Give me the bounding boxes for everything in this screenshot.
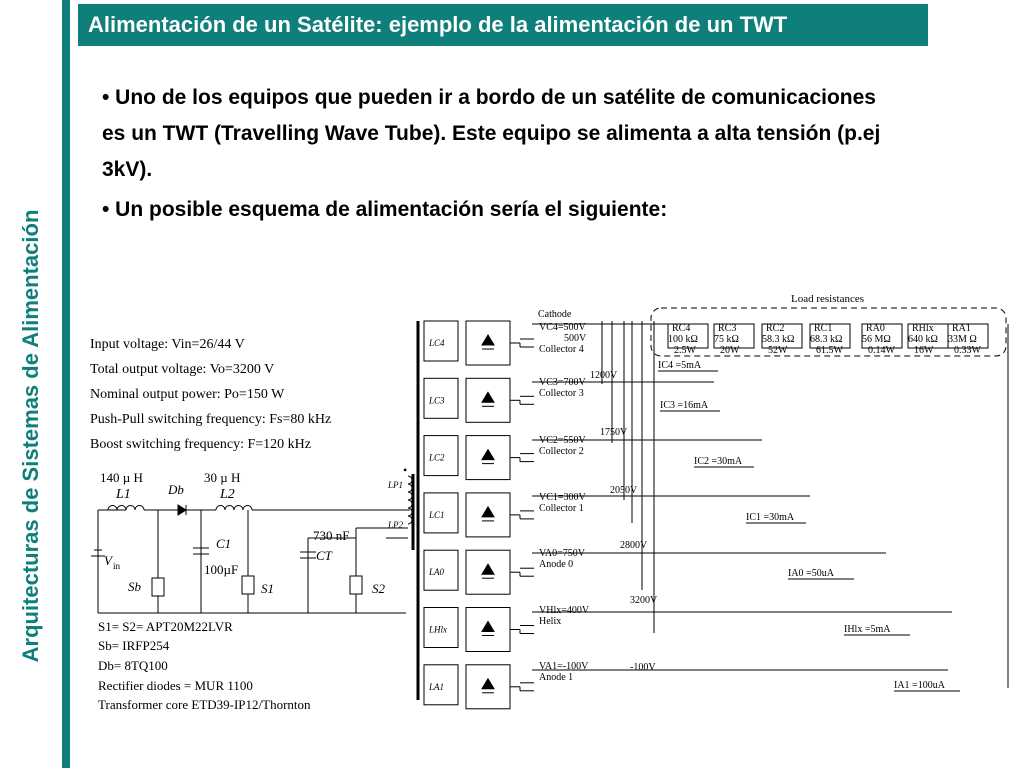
s1-label: S1 (261, 581, 274, 596)
inductor-l1-coil (126, 506, 135, 511)
transformer-primary-coil (408, 516, 412, 524)
electrode-voltage: VA1=-100V (539, 661, 589, 672)
inductor-l2-coil (225, 506, 234, 511)
l1-label: L1 (116, 487, 131, 502)
load-name: RC1 (814, 323, 833, 334)
vin-label: V (104, 553, 112, 568)
db-label: Db (168, 482, 184, 497)
secondary-label: LC1 (429, 509, 445, 520)
secondary-label: LA0 (429, 567, 445, 578)
secondary-label: LHlx (429, 624, 447, 635)
electrode-current: IC2 =30mA (694, 456, 743, 467)
electrode-name: Collector 1 (539, 503, 584, 514)
load-power: 0.33W (954, 345, 981, 356)
switch-sb (152, 578, 164, 596)
electrode-current: IC1 =30mA (746, 512, 795, 523)
part-line: Rectifier diodes = MUR 1100 (98, 678, 253, 693)
load-resistance: 68.3 kΩ (810, 334, 843, 345)
load-name: RC4 (672, 323, 691, 334)
l2-value: 30 µ H (204, 470, 241, 485)
load-name: RA0 (866, 323, 885, 334)
load-power: 16W (914, 345, 934, 356)
transformer-primary-coil (408, 484, 412, 492)
part-line: Db= 8TQ100 (98, 658, 168, 673)
polarity-dot: • (403, 463, 408, 477)
part-line: Transformer core ETD39-IP12/Thornton (98, 697, 311, 712)
l2-label: L2 (220, 487, 235, 502)
load-power: 2.5W (674, 345, 696, 356)
diode-db (178, 505, 186, 515)
sidebar (0, 0, 62, 768)
transformer-primary-coil (408, 500, 412, 508)
inductor-l2-coil (243, 506, 252, 511)
lp1-label: LP1 (388, 480, 404, 490)
twt-power-supply-schematic (86, 288, 1020, 722)
part-line: Sb= IRFP254 (98, 638, 170, 653)
electrode-name: Anode 1 (539, 672, 574, 683)
electrode-voltage: VA0=750V (539, 548, 586, 559)
transformer-primary-coil (408, 492, 412, 500)
sidebar-title: Arquitecturas de Sistemas de Alimentación (18, 209, 43, 663)
part-line: S1= S2= APT20M22LVR (98, 619, 233, 634)
slide-title: Alimentación de un Satélite: ejemplo de la alimentación de un TWT (78, 4, 928, 46)
load-resistance: 100 kΩ (668, 334, 698, 345)
load-resistance: 56 MΩ (862, 334, 891, 345)
spec-line: Boost switching frequency: F=120 kHz (90, 437, 311, 452)
electrode-voltage: VC4=500V (539, 322, 586, 333)
transformer-primary-coil (408, 508, 412, 516)
electrode-name: Collector 2 (539, 446, 584, 457)
s2-label: S2 (372, 581, 385, 596)
electrode-name: Collector 4 (539, 344, 584, 355)
load-name: RHlx (912, 323, 934, 334)
electrode-name: Helix (539, 616, 562, 627)
inductor-l1-coil (108, 506, 117, 511)
electrode-voltage: VHlx=400V (539, 605, 590, 616)
spec-line: Input voltage: Vin=26/44 V (90, 337, 245, 352)
bullet-item: • Uno de los equipos que pueden ir a bordo de un satélite de comunicaciones es un TWT (Travelling Wave Tube). Este equipo se alimenta a alta tensión (p.ej 3kV). (102, 86, 881, 181)
inductor-l2-coil (234, 506, 243, 511)
c1-value: 100µF (204, 562, 239, 577)
cumulative-voltage: 2800V (620, 540, 648, 551)
electrode-name: Collector 3 (539, 388, 584, 399)
load-power: 20W (720, 345, 740, 356)
spec-line: Push-Pull switching frequency: Fs=80 kHz (90, 412, 332, 427)
secondary-label: LA1 (429, 681, 445, 692)
secondary-label: LC3 (429, 395, 445, 406)
load-name: RA1 (952, 323, 971, 334)
secondary-label: LC4 (429, 338, 445, 348)
electrode-voltage: VC2=550V (539, 435, 586, 446)
load-power: 52W (768, 345, 788, 356)
load-power: 0.14W (868, 345, 895, 356)
electrode-current: IC3 =16mA (660, 400, 709, 411)
spec-line: Total output voltage: Vo=3200 V (90, 362, 275, 377)
electrode-current: IA1 =100uA (894, 680, 945, 691)
load-resistance: 33M Ω (948, 334, 977, 345)
vin-subscript: in (113, 561, 121, 571)
cumulative-voltage: -100V (630, 662, 656, 673)
cathode-label: Cathode (538, 309, 572, 320)
electrode-name: Anode 0 (539, 559, 574, 570)
secondary-label: LC2 (429, 452, 445, 463)
inductor-l2-coil (216, 506, 225, 511)
ct-value: 730 nF (313, 528, 350, 543)
load-resistance: 75 kΩ (714, 334, 739, 345)
l1-value: 140 µ H (100, 470, 143, 485)
electrode-voltage: VC1=300V (539, 492, 586, 503)
spec-line: Nominal output power: Po=150 W (90, 387, 285, 402)
load-name: RC3 (718, 323, 737, 334)
sidebar-accent-bar (62, 0, 70, 768)
load-power: 61.5W (816, 345, 843, 356)
sb-label: Sb (128, 579, 141, 594)
electrode-voltage: VC3=700V (539, 377, 586, 388)
switch-s1 (242, 576, 254, 594)
inductor-l1-coil (135, 506, 144, 511)
bullet-item: • Un posible esquema de alimentación sería el siguiente: (102, 198, 668, 221)
load-resistances-title: Load resistances (791, 293, 864, 305)
electrode-current: IA0 =50uA (788, 568, 834, 579)
transformer-primary-coil (408, 476, 412, 484)
inductor-l1-coil (117, 506, 126, 511)
cumulative-voltage: 1200V (590, 370, 618, 381)
cumulative-voltage: 2050V (610, 485, 638, 496)
ct-label: CT (316, 548, 332, 563)
load-resistance: 640 kΩ (908, 334, 938, 345)
lp2-label: LP2 (388, 520, 404, 530)
load-resistance: 58.3 kΩ (762, 334, 795, 345)
c1-label: C1 (216, 536, 232, 551)
electrode-current: IHlx =5mA (844, 624, 891, 635)
cumulative-voltage: 1750V (600, 427, 628, 438)
cumulative-voltage: 3200V (630, 595, 658, 606)
switch-s2 (350, 576, 362, 594)
load-name: RC2 (766, 323, 785, 334)
electrode-current: IC4 =5mA (658, 360, 702, 371)
bullet-list (102, 80, 902, 232)
electrode-voltage-alt: 500V (564, 333, 587, 344)
